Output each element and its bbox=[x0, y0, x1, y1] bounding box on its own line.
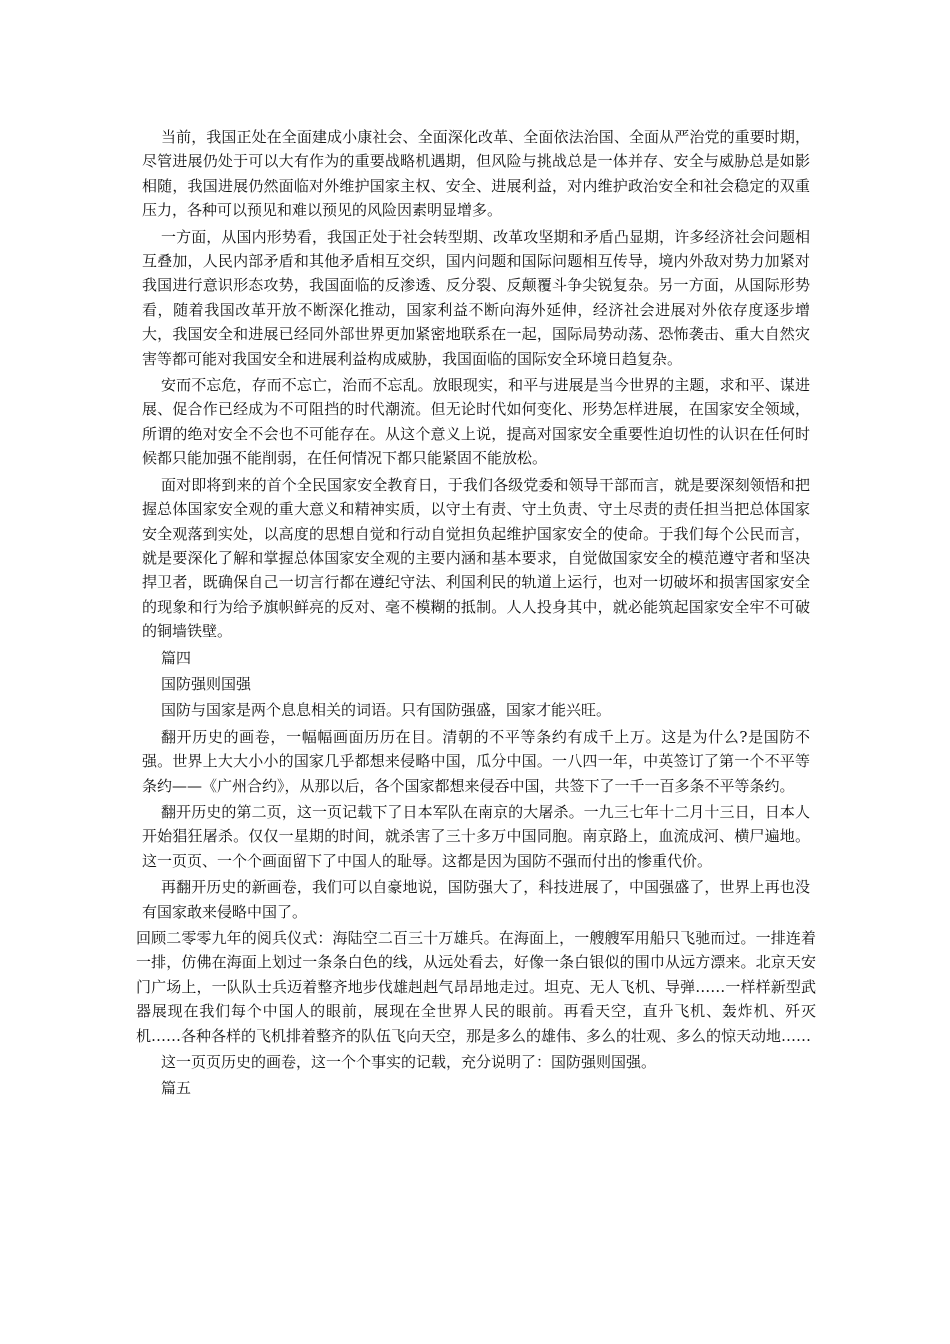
paragraph: 翻开历史的画卷，一幅幅画面历历在目。清朝的不平等条约有成千上万。这是为什么?是国防不强。世界上大大小小的国家几乎都想来侵略中国，瓜分中国。一八四一年，中英签订了第一个不平等条约——《广州合约》，从那以后，各个国家都想来侵吞中国，共签下了一千一百多条不平等条约。 bbox=[142, 727, 810, 795]
paragraph: 这一页页历史的画卷，这一个个事实的记载，充分说明了：国防强则国强。 bbox=[161, 1053, 657, 1072]
paragraph: 翻开历史的第二页，这一页记载下了日本军队在南京的大屠杀。一九三七年十二月十三日，日本人开始猖狂屠杀。仅仅一星期的时间，就杀害了三十多万中国同胞。南京路上，血流成河、横尸遍地。这一页页、一个个画面留下了中国人的耻辱。这都是因为国防不强而付出的惨重代价。 bbox=[142, 802, 810, 870]
paragraph: 回顾二零零九年的阅兵仪式：海陆空二百三十万雄兵。在海面上，一艘艘军用船只飞驰而过。一排连着一排，仿佛在海面上划过一条条白色的线，从远处看去，好像一条白银似的围巾从远方漂来。北京天安门广场上，一队队士兵迈着整齐地步伐雄赳赳气昂昂地走过。坦克、无人飞机、导弹……一样样新型武器展现在我们每个中国人的眼前，展现在全世界人民的眼前。再看天空，直升飞机、轰炸机、歼灭机……各种各样的飞机排着整齐的队伍飞向天空，那是多么的雄伟、多么的壮观、多么的惊天动地…… bbox=[136, 929, 816, 1045]
section-heading: 篇四 bbox=[161, 648, 192, 667]
section-heading: 篇五 bbox=[161, 1079, 192, 1098]
paragraph: 国防与国家是两个息息相关的词语。只有国防强盛，国家才能兴旺。 bbox=[161, 701, 612, 720]
paragraph: 再翻开历史的新画卷，我们可以自豪地说，国防强大了，科技进展了，中国强盛了，世界上再也没有国家敢来侵略中国了。 bbox=[142, 878, 810, 921]
paragraph: 安而不忘危，存而不忘亡，治而不忘乱。放眼现实，和平与进展是当今世界的主题，求和平、谋进展、促合作已经成为不可阻挡的时代潮流。但无论时代如何变化、形势怎样进展，在国家安全领域，所谓的绝对安全不会也不可能存在。从这个意义上说，提高对国家安全重要性迫切性的认识在任何时候都只能加强不能削弱，在任何情况下都只能紧固不能放松。 bbox=[142, 376, 810, 468]
paragraph: 一方面，从国内形势看，我国正处于社会转型期、改革攻坚期和矛盾凸显期，许多经济社会问题相互叠加，人民内部矛盾和其他矛盾相互交织，国内问题和国际问题相互传导，境内外敌对势力加紧对我国进行意识形态攻势，我国面临的反渗透、反分裂、反颠覆斗争尖锐复杂。另一方面，从国际形势看，随着我国改革开放不断深化推动，国家利益不断向海外延伸，经济社会进展对外依存度逐步增大，我国安全和进展已经同外部世界更加紧密地联系在一起，国际局势动荡、恐怖袭击、重大自然灾害等都可能对我国安全和进展利益构成威胁，我国面临的国际安全环境日趋复杂。 bbox=[142, 227, 810, 368]
paragraph: 当前，我国正处在全面建成小康社会、全面深化改革、全面依法治国、全面从严治党的重要时期，尽管进展仍处于可以大有作为的重要战略机遇期，但风险与挑战总是一体并存、安全与威胁总是如影相随，我国进展仍然面临对外维护国家主权、安全、进展利益，对内维护政治安全和社会稳定的双重压力，各种可以预见和难以预见的风险因素明显增多。 bbox=[142, 128, 810, 220]
document-body bbox=[136, 125, 816, 1103]
article-title: 国防强则国强 bbox=[161, 674, 252, 693]
paragraph: 面对即将到来的首个全民国家安全教育日，于我们各级党委和领导干部而言，就是要深刻领悟和把握总体国家安全观的重大意义和精神实质，以守土有责、守土负责、守土尽责的责任担当把总体国家安全观落到实处，以高度的思想自觉和行动自觉担负起维护国家安全的使命。于我们每个公民而言，就是要深化了解和掌握总体国家安全观的主要内涵和基本要求，自觉做国家安全的模范遵守者和坚决捍卫者，既确保自己一切言行都在遵纪守法、利国利民的轨道上运行，也对一切破坏和损害国家安全的现象和行为给予旗帜鲜亮的反对、毫不模糊的抵制。人人投身其中，就必能筑起国家安全牢不可破的铜墙铁壁。 bbox=[142, 475, 810, 641]
